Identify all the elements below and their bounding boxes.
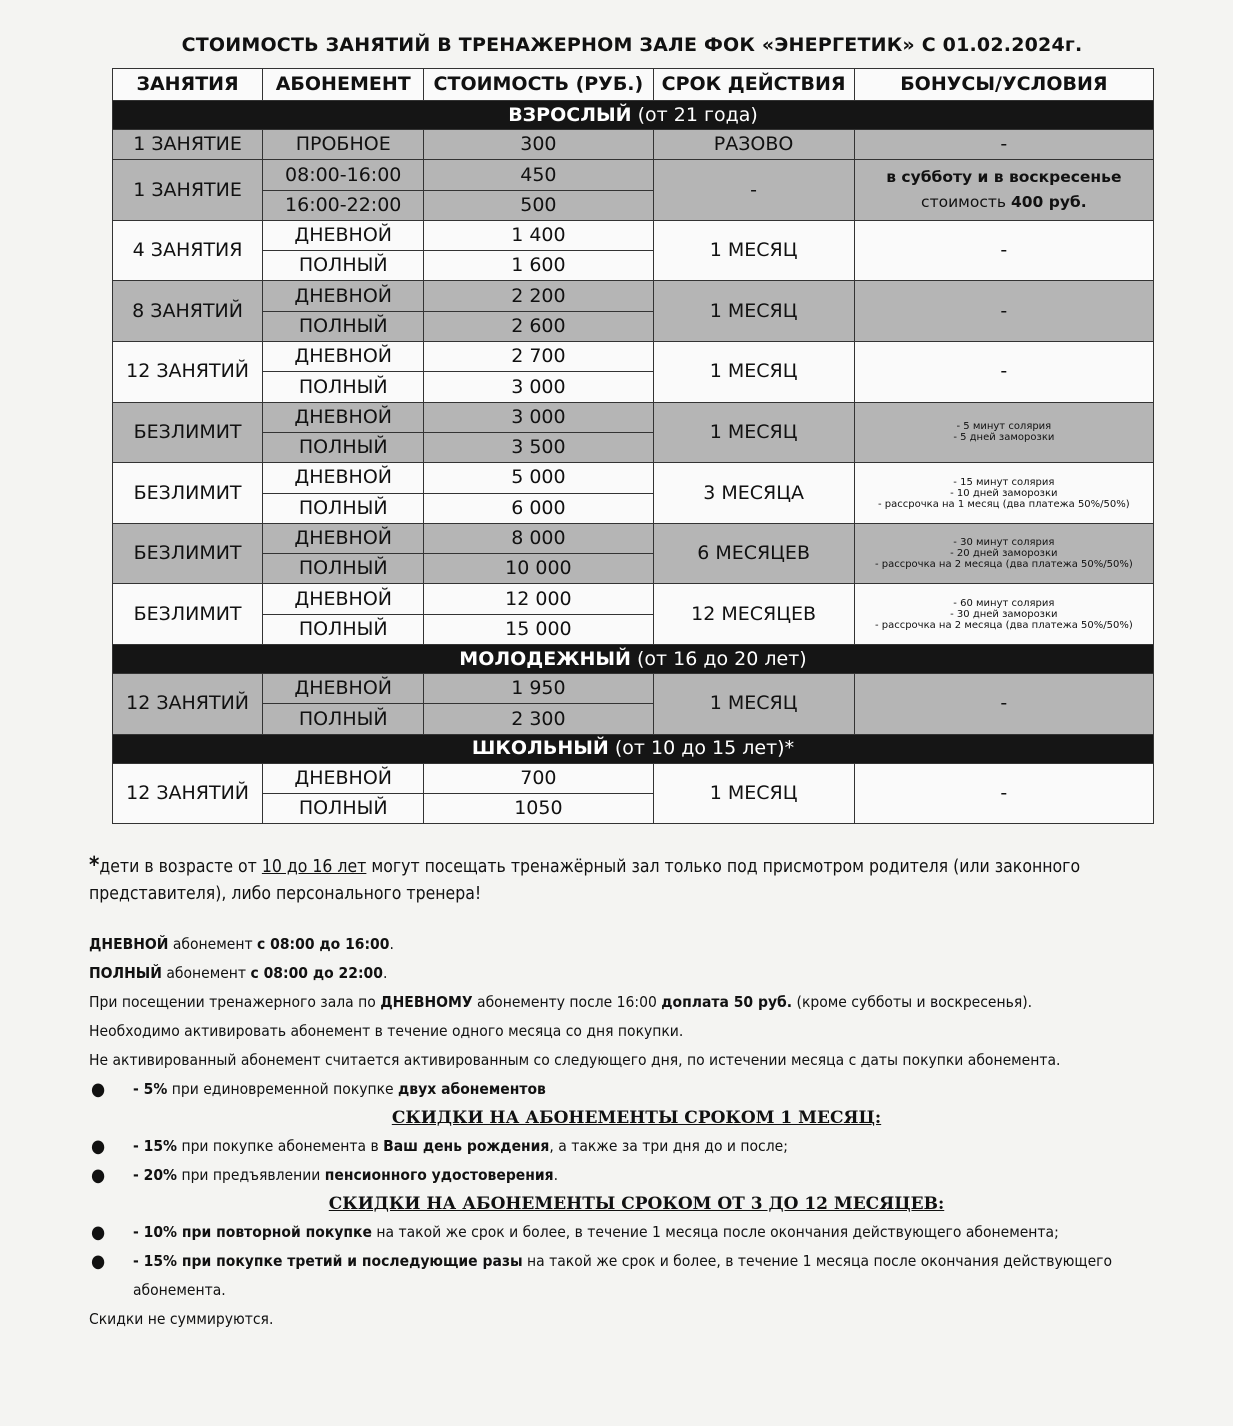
type-cell: ПОЛНЫЙ — [263, 251, 424, 281]
table-row — [113, 584, 1154, 614]
bullet-icon: ● — [91, 1165, 106, 1186]
section-adult — [113, 101, 1154, 130]
price-cell: 1 950 — [424, 674, 653, 704]
table-row — [113, 523, 1154, 553]
footnote-text: могут посещать тренажёрный зал только под присмотром родителя (или законного представителя), либо персонального тренера! — [89, 857, 1081, 904]
bonus-line: - 5 дней заморозки — [953, 432, 1055, 444]
sessions-cell: БЕЗЛИМИТ — [113, 402, 263, 463]
page-title: СТОИМОСТЬ ЗАНЯТИЙ В ТРЕНАЖЕРНОМ ЗАЛЕ ФОК «ЭНЕРГЕТИК» С 01.02.2024г. — [181, 34, 1083, 56]
type-cell: ПОЛНЫЙ — [263, 372, 424, 402]
rule-term: ПОЛНЫЙ — [89, 964, 162, 982]
term-cell: 1 МЕСЯЦ — [653, 402, 854, 463]
rule-text: абонемент — [161, 964, 251, 982]
type-cell: ДНЕВНОЙ — [263, 281, 424, 311]
section-age: (от 21 года) — [637, 103, 758, 126]
rule-text: . — [389, 935, 394, 953]
term-cell: 12 МЕСЯЦЕВ — [653, 584, 854, 645]
price-cell: 2 700 — [424, 342, 653, 372]
type-cell: ДНЕВНОЙ — [263, 402, 424, 432]
price-cell: 2 200 — [424, 281, 653, 311]
discount-value: - 15% при покупке третий и последующие разы — [133, 1252, 523, 1270]
price-cell: 6 000 — [424, 493, 653, 523]
rule-extra — [89, 988, 1184, 1017]
price-cell: 10 000 — [424, 554, 653, 584]
term-cell: 1 МЕСЯЦ — [653, 342, 854, 403]
bonus-cell — [854, 584, 1153, 645]
header-membership: АБОНЕМЕНТ — [263, 69, 424, 101]
type-cell: ПРОБНОЕ — [263, 130, 424, 160]
term-cell: 6 МЕСЯЦЕВ — [653, 523, 854, 584]
bonus-line: - рассрочка на 2 месяца (два платежа 50%/50%) — [874, 559, 1133, 571]
bonus-line: - 30 минут солярия — [953, 537, 1055, 549]
discount-value: - 10% при повторной покупке — [133, 1223, 372, 1241]
rule-text: При посещении тренажерного зала по — [89, 993, 381, 1011]
price-cell: 2 300 — [424, 704, 653, 734]
rule-text: (кроме субботы и воскресенья). — [792, 993, 1033, 1011]
price-cell: 300 — [424, 130, 653, 160]
type-cell: ПОЛНЫЙ — [263, 432, 424, 462]
price-cell: 8 000 — [424, 523, 653, 553]
rule-surcharge: доплата 50 руб. — [661, 993, 793, 1011]
section-youth — [113, 645, 1154, 674]
discount-text: Ваш день рождения — [383, 1137, 550, 1155]
discount-text: на такой же срок и более, в течение 1 месяца после окончания действующего абонемента. — [133, 1252, 1113, 1299]
term-cell: 3 МЕСЯЦА — [653, 463, 854, 524]
table-row — [113, 281, 1154, 311]
price-cell: 1 600 — [424, 251, 653, 281]
section-age: (от 10 до 15 лет)* — [614, 737, 795, 760]
discount-text: двух абонементов — [398, 1080, 546, 1098]
rule-text: абонементу после 16:00 — [472, 993, 662, 1011]
sessions-cell: 1 ЗАНЯТИЕ — [113, 130, 263, 160]
type-cell: ПОЛНЫЙ — [263, 554, 424, 584]
discounts-final-note: Скидки не суммируются. — [89, 1310, 274, 1328]
table-row — [113, 130, 1154, 160]
bonus-price: 400 руб. — [1010, 193, 1087, 212]
rule-hours: с 08:00 до 22:00 — [250, 964, 383, 982]
price-cell: 3 000 — [424, 402, 653, 432]
type-cell: ДНЕВНОЙ — [263, 523, 424, 553]
header-term: СРОК ДЕЙСТВИЯ — [653, 69, 854, 101]
footnote — [89, 852, 1184, 908]
type-cell: ПОЛНЫЙ — [263, 793, 424, 823]
bonus-cell — [854, 463, 1153, 524]
bonus-line: - 20 дней заморозки — [950, 548, 1058, 560]
bonus-line: - 15 минут солярия — [953, 476, 1055, 488]
bonus-line: в субботу и в воскресенье — [886, 168, 1122, 187]
type-cell: ДНЕВНОЙ — [263, 584, 424, 614]
type-cell: 16:00-22:00 — [263, 190, 424, 220]
bonus-cell — [854, 402, 1153, 463]
table-row — [113, 402, 1154, 432]
section-age: (от 16 до 20 лет) — [636, 647, 807, 670]
term-cell: 1 МЕСЯЦ — [653, 220, 854, 281]
sessions-cell: 1 ЗАНЯТИЕ — [113, 160, 263, 221]
bonus-cell: - — [854, 763, 1153, 824]
discount-item — [89, 1247, 1184, 1305]
bullet-icon: ● — [91, 1079, 106, 1100]
discount-text: при единовременной покупке — [167, 1080, 399, 1098]
notes-section — [89, 852, 1184, 1334]
footnote-text: дети в возрасте от — [99, 857, 262, 877]
rule-term: ДНЕВНОМУ — [380, 993, 473, 1011]
price-cell: 500 — [424, 190, 653, 220]
sessions-cell: 8 ЗАНЯТИЙ — [113, 281, 263, 342]
discount-text: при предъявлении — [177, 1166, 325, 1184]
price-cell: 3 500 — [424, 432, 653, 462]
table-row — [113, 763, 1154, 793]
discount-item — [89, 1132, 1184, 1161]
price-table — [112, 68, 1154, 824]
rule-not-activated: Не активированный абонемент считается активированным со следующего дня, по истечении месяца с даты покупки абонемента. — [89, 1051, 1061, 1069]
bonus-line: - 5 минут солярия — [956, 421, 1052, 433]
price-cell: 1050 — [424, 793, 653, 823]
bonus-cell: - — [854, 130, 1153, 160]
discount-value: - 20% — [133, 1166, 178, 1184]
bonus-line: - 30 дней заморозки — [950, 608, 1058, 620]
discount-item — [89, 1161, 1184, 1190]
discount-value: - 5% — [133, 1080, 168, 1098]
table-row — [113, 160, 1154, 190]
bonus-cell: - — [854, 220, 1153, 281]
bonus-line: - 10 дней заморозки — [950, 487, 1058, 499]
header-price: СТОИМОСТЬ (РУБ.) — [424, 69, 653, 101]
header-bonus: БОНУСЫ/УСЛОВИЯ — [854, 69, 1153, 101]
price-cell: 15 000 — [424, 614, 653, 644]
rule-text: . — [382, 964, 388, 982]
table-row — [113, 463, 1154, 493]
price-cell: 12 000 — [424, 584, 653, 614]
type-cell: ПОЛНЫЙ — [263, 493, 424, 523]
type-cell: ПОЛНЫЙ — [263, 311, 424, 341]
section-title: ВЗРОСЛЫЙ — [508, 103, 632, 126]
discount-item — [89, 1218, 1184, 1247]
discount-heading: СКИДКИ НА АБОНЕМЕНТЫ СРОКОМ ОТ 3 ДО 12 МЕСЯЦЕВ: — [328, 1194, 945, 1214]
bonus-line: - рассрочка на 2 месяца (два платежа 50%/50%) — [874, 619, 1133, 631]
bullet-icon: ● — [91, 1251, 106, 1272]
discount-item — [89, 1075, 1184, 1104]
bonus-line: - рассрочка на 1 месяц (два платежа 50%/50%) — [878, 498, 1130, 510]
sessions-cell: БЕЗЛИМИТ — [113, 523, 263, 584]
bonus-cell: - — [854, 281, 1153, 342]
rule-activate: Необходимо активировать абонемент в течение одного месяца со дня покупки. — [89, 1022, 684, 1040]
price-cell: 450 — [424, 160, 653, 190]
term-cell: 1 МЕСЯЦ — [653, 281, 854, 342]
discount-heading: СКИДКИ НА АБОНЕМЕНТЫ СРОКОМ 1 МЕСЯЦ: — [391, 1108, 882, 1128]
price-cell: 700 — [424, 763, 653, 793]
sessions-cell: БЕЗЛИМИТ — [113, 584, 263, 645]
table-row — [113, 342, 1154, 372]
bonus-cell — [854, 160, 1153, 221]
bullet-icon: ● — [91, 1136, 106, 1157]
type-cell: ДНЕВНОЙ — [263, 763, 424, 793]
bonus-cell: - — [854, 342, 1153, 403]
table-row — [113, 674, 1154, 704]
term-cell: 1 МЕСЯЦ — [653, 674, 854, 735]
table-header-row — [113, 69, 1154, 101]
rule-full — [89, 959, 1184, 988]
discount-text: при покупке абонемента в — [177, 1137, 384, 1155]
type-cell: ПОЛНЫЙ — [263, 614, 424, 644]
type-cell: ДНЕВНОЙ — [263, 220, 424, 250]
type-cell: ДНЕВНОЙ — [263, 342, 424, 372]
section-school — [113, 734, 1154, 763]
sessions-cell: 12 ЗАНЯТИЙ — [113, 763, 263, 824]
section-title: ШКОЛЬНЫЙ — [471, 737, 609, 760]
discount-text: пенсионного удостоверения — [324, 1166, 554, 1184]
discount-text: на такой же срок и более, в течение 1 месяца после окончания действующего абонемента; — [371, 1223, 1059, 1241]
discount-value: - 15% — [133, 1137, 178, 1155]
bonus-line: - 60 минут солярия — [953, 597, 1055, 609]
price-cell: 3 000 — [424, 372, 653, 402]
section-title: МОЛОДЕЖНЫЙ — [459, 647, 631, 670]
rule-text: абонемент — [168, 935, 258, 953]
rule-term: ДНЕВНОЙ — [89, 935, 169, 953]
bonus-cell: - — [854, 674, 1153, 735]
bonus-line: стоимость — [921, 193, 1007, 212]
type-cell: ПОЛНЫЙ — [263, 704, 424, 734]
discount-text: . — [553, 1166, 559, 1184]
header-sessions: ЗАНЯТИЯ — [113, 69, 263, 101]
rule-hours: с 08:00 до 16:00 — [257, 935, 390, 953]
term-cell: - — [653, 160, 854, 221]
footnote-star: * — [89, 853, 100, 878]
type-cell: 08:00-16:00 — [263, 160, 424, 190]
type-cell: ДНЕВНОЙ — [263, 463, 424, 493]
table-row — [113, 220, 1154, 250]
sessions-cell: БЕЗЛИМИТ — [113, 463, 263, 524]
sessions-cell: 4 ЗАНЯТИЯ — [113, 220, 263, 281]
sessions-cell: 12 ЗАНЯТИЙ — [113, 342, 263, 403]
price-cell: 5 000 — [424, 463, 653, 493]
term-cell: 1 МЕСЯЦ — [653, 763, 854, 824]
footnote-age: 10 до 16 лет — [261, 857, 367, 877]
discount-text: , а также за три дня до и после; — [549, 1137, 788, 1155]
price-cell: 1 400 — [424, 220, 653, 250]
sessions-cell: 12 ЗАНЯТИЙ — [113, 674, 263, 735]
bullet-icon: ● — [91, 1222, 106, 1243]
rule-day — [89, 930, 1184, 959]
bonus-cell — [854, 523, 1153, 584]
price-cell: 2 600 — [424, 311, 653, 341]
type-cell: ДНЕВНОЙ — [263, 674, 424, 704]
term-cell: РАЗОВО — [653, 130, 854, 160]
